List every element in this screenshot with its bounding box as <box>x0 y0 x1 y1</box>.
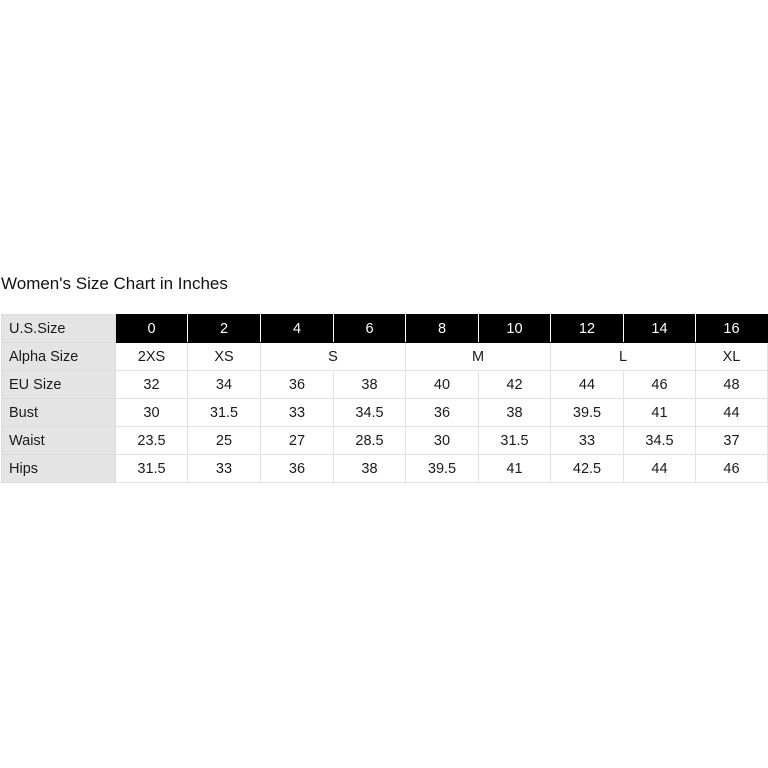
eu-size-cell: 34 <box>188 371 261 399</box>
chart-title: Women's Size Chart in Inches <box>1 274 228 293</box>
alpha-size-cell: S <box>261 343 406 371</box>
us-size-cell: 12 <box>551 315 624 343</box>
alpha-size-cell: XS <box>188 343 261 371</box>
waist-cell: 31.5 <box>479 427 551 455</box>
us-size-cell: 10 <box>479 315 551 343</box>
hips-cell: 36 <box>261 455 334 483</box>
us-size-cell: 0 <box>116 315 188 343</box>
alpha-size-cell: M <box>406 343 551 371</box>
eu-size-cell: 46 <box>624 371 696 399</box>
hips-cell: 42.5 <box>551 455 624 483</box>
bust-cell: 30 <box>116 399 188 427</box>
size-chart-table <box>1 314 768 483</box>
eu-size-cell: 42 <box>479 371 551 399</box>
hips-cell: 38 <box>334 455 406 483</box>
alpha-size-row <box>2 343 768 371</box>
alpha-size-cell: L <box>551 343 696 371</box>
us-size-row <box>2 315 768 343</box>
us-size-cell: 16 <box>696 315 768 343</box>
hips-cell: 31.5 <box>116 455 188 483</box>
bust-cell: 39.5 <box>551 399 624 427</box>
eu-size-row <box>2 371 768 399</box>
bust-cell: 33 <box>261 399 334 427</box>
us-size-cell: 14 <box>624 315 696 343</box>
eu-size-cell: 36 <box>261 371 334 399</box>
waist-cell: 33 <box>551 427 624 455</box>
bust-cell: 36 <box>406 399 479 427</box>
eu-size-cell: 44 <box>551 371 624 399</box>
bust-cell: 31.5 <box>188 399 261 427</box>
row-label-us-size: U.S.Size <box>2 315 116 343</box>
bust-cell: 44 <box>696 399 768 427</box>
us-size-cell: 2 <box>188 315 261 343</box>
eu-size-cell: 38 <box>334 371 406 399</box>
eu-size-cell: 32 <box>116 371 188 399</box>
eu-size-cell: 48 <box>696 371 768 399</box>
alpha-size-cell: 2XS <box>116 343 188 371</box>
row-label-hips: Hips <box>2 455 116 483</box>
row-label-waist: Waist <box>2 427 116 455</box>
row-label-bust: Bust <box>2 399 116 427</box>
bust-cell: 41 <box>624 399 696 427</box>
us-size-cell: 8 <box>406 315 479 343</box>
bust-cell: 38 <box>479 399 551 427</box>
bust-cell: 34.5 <box>334 399 406 427</box>
waist-cell: 27 <box>261 427 334 455</box>
waist-row <box>2 427 768 455</box>
eu-size-cell: 40 <box>406 371 479 399</box>
hips-row <box>2 455 768 483</box>
us-size-cell: 6 <box>334 315 406 343</box>
us-size-cell: 4 <box>261 315 334 343</box>
waist-cell: 37 <box>696 427 768 455</box>
waist-cell: 30 <box>406 427 479 455</box>
hips-cell: 46 <box>696 455 768 483</box>
hips-cell: 41 <box>479 455 551 483</box>
hips-cell: 33 <box>188 455 261 483</box>
waist-cell: 34.5 <box>624 427 696 455</box>
waist-cell: 23.5 <box>116 427 188 455</box>
bust-row <box>2 399 768 427</box>
row-label-alpha-size: Alpha Size <box>2 343 116 371</box>
row-label-eu-size: EU Size <box>2 371 116 399</box>
waist-cell: 28.5 <box>334 427 406 455</box>
hips-cell: 39.5 <box>406 455 479 483</box>
waist-cell: 25 <box>188 427 261 455</box>
alpha-size-cell: XL <box>696 343 768 371</box>
hips-cell: 44 <box>624 455 696 483</box>
